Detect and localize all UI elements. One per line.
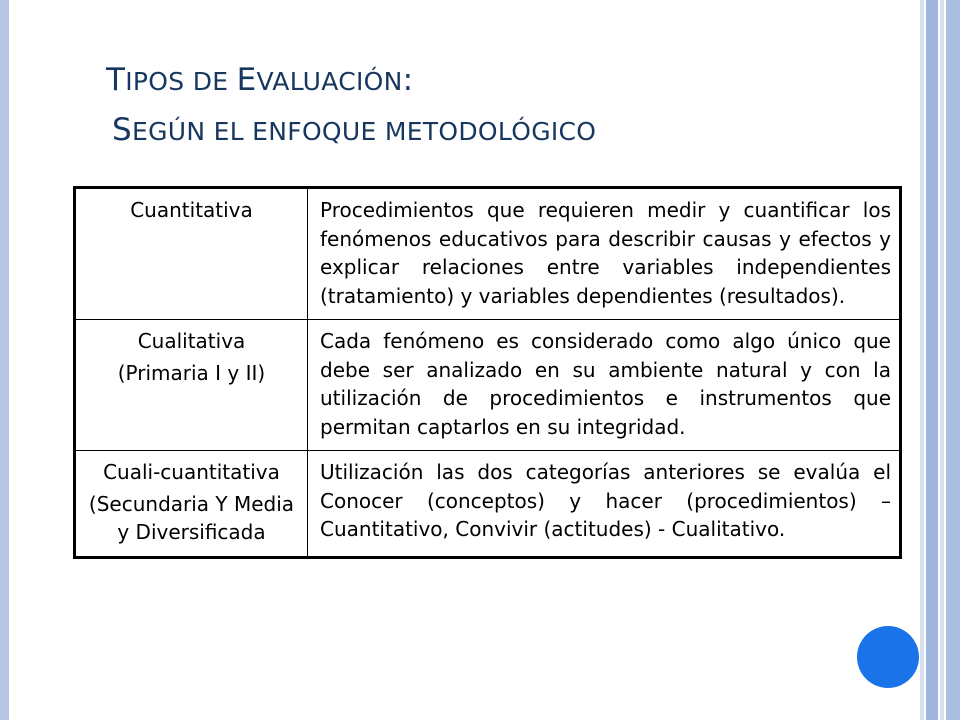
slide-title <box>106 56 596 156</box>
type-description: Cada fenómeno es considerado como algo único que debe ser analizado en su ambiente natural y con la utilización de procedimientos e instrumentos que permitan captarlos en su integridad. <box>308 320 901 451</box>
blue-circle-decoration <box>857 626 919 688</box>
title-cap: T <box>106 62 126 98</box>
title-text: VALUACIÓN <box>256 67 403 96</box>
right-stripe-2 <box>926 0 938 720</box>
table-row <box>75 188 901 320</box>
title-text: EGÚN EL ENFOQUE METODOLÓGICO <box>131 117 597 146</box>
type-sublabel: (Secundaria Y Media y Diversificada <box>88 491 295 544</box>
title-cap: S <box>112 112 132 148</box>
type-label: Cuali-cuantitativa <box>103 460 280 484</box>
type-sublabel: (Primaria I y II) <box>117 360 266 385</box>
right-stripe-3 <box>940 0 944 720</box>
type-description: Utilización las dos categorías anteriores se evalúa el Conocer (conceptos) y hacer (procedimientos) – Cuantitativo, Convivir (actitudes) - Cualitativo. <box>308 451 901 558</box>
evaluation-types-table <box>73 186 902 559</box>
title-text: IPOS DE <box>125 67 237 96</box>
right-stripe-4 <box>946 0 960 720</box>
type-label-cell <box>75 188 308 320</box>
table-row <box>75 451 901 558</box>
type-label: Cuantitativa <box>130 198 253 222</box>
table-row <box>75 320 901 451</box>
type-label-cell <box>75 451 308 558</box>
left-border-stripe <box>0 0 9 720</box>
title-line-1 <box>106 56 596 106</box>
right-stripe-1 <box>920 0 924 720</box>
type-label-cell <box>75 320 308 451</box>
type-label: Cualitativa <box>137 329 246 353</box>
type-description: Procedimientos que requieren medir y cuantificar los fenómenos educativos para describir causas y efectos y explicar relaciones entre variables independientes (tratamiento) y variables dependientes (resultados). <box>308 188 901 320</box>
title-colon: : <box>402 62 414 98</box>
title-line-2 <box>106 106 596 156</box>
title-cap: E <box>236 62 257 98</box>
right-border-stripes <box>920 0 960 720</box>
